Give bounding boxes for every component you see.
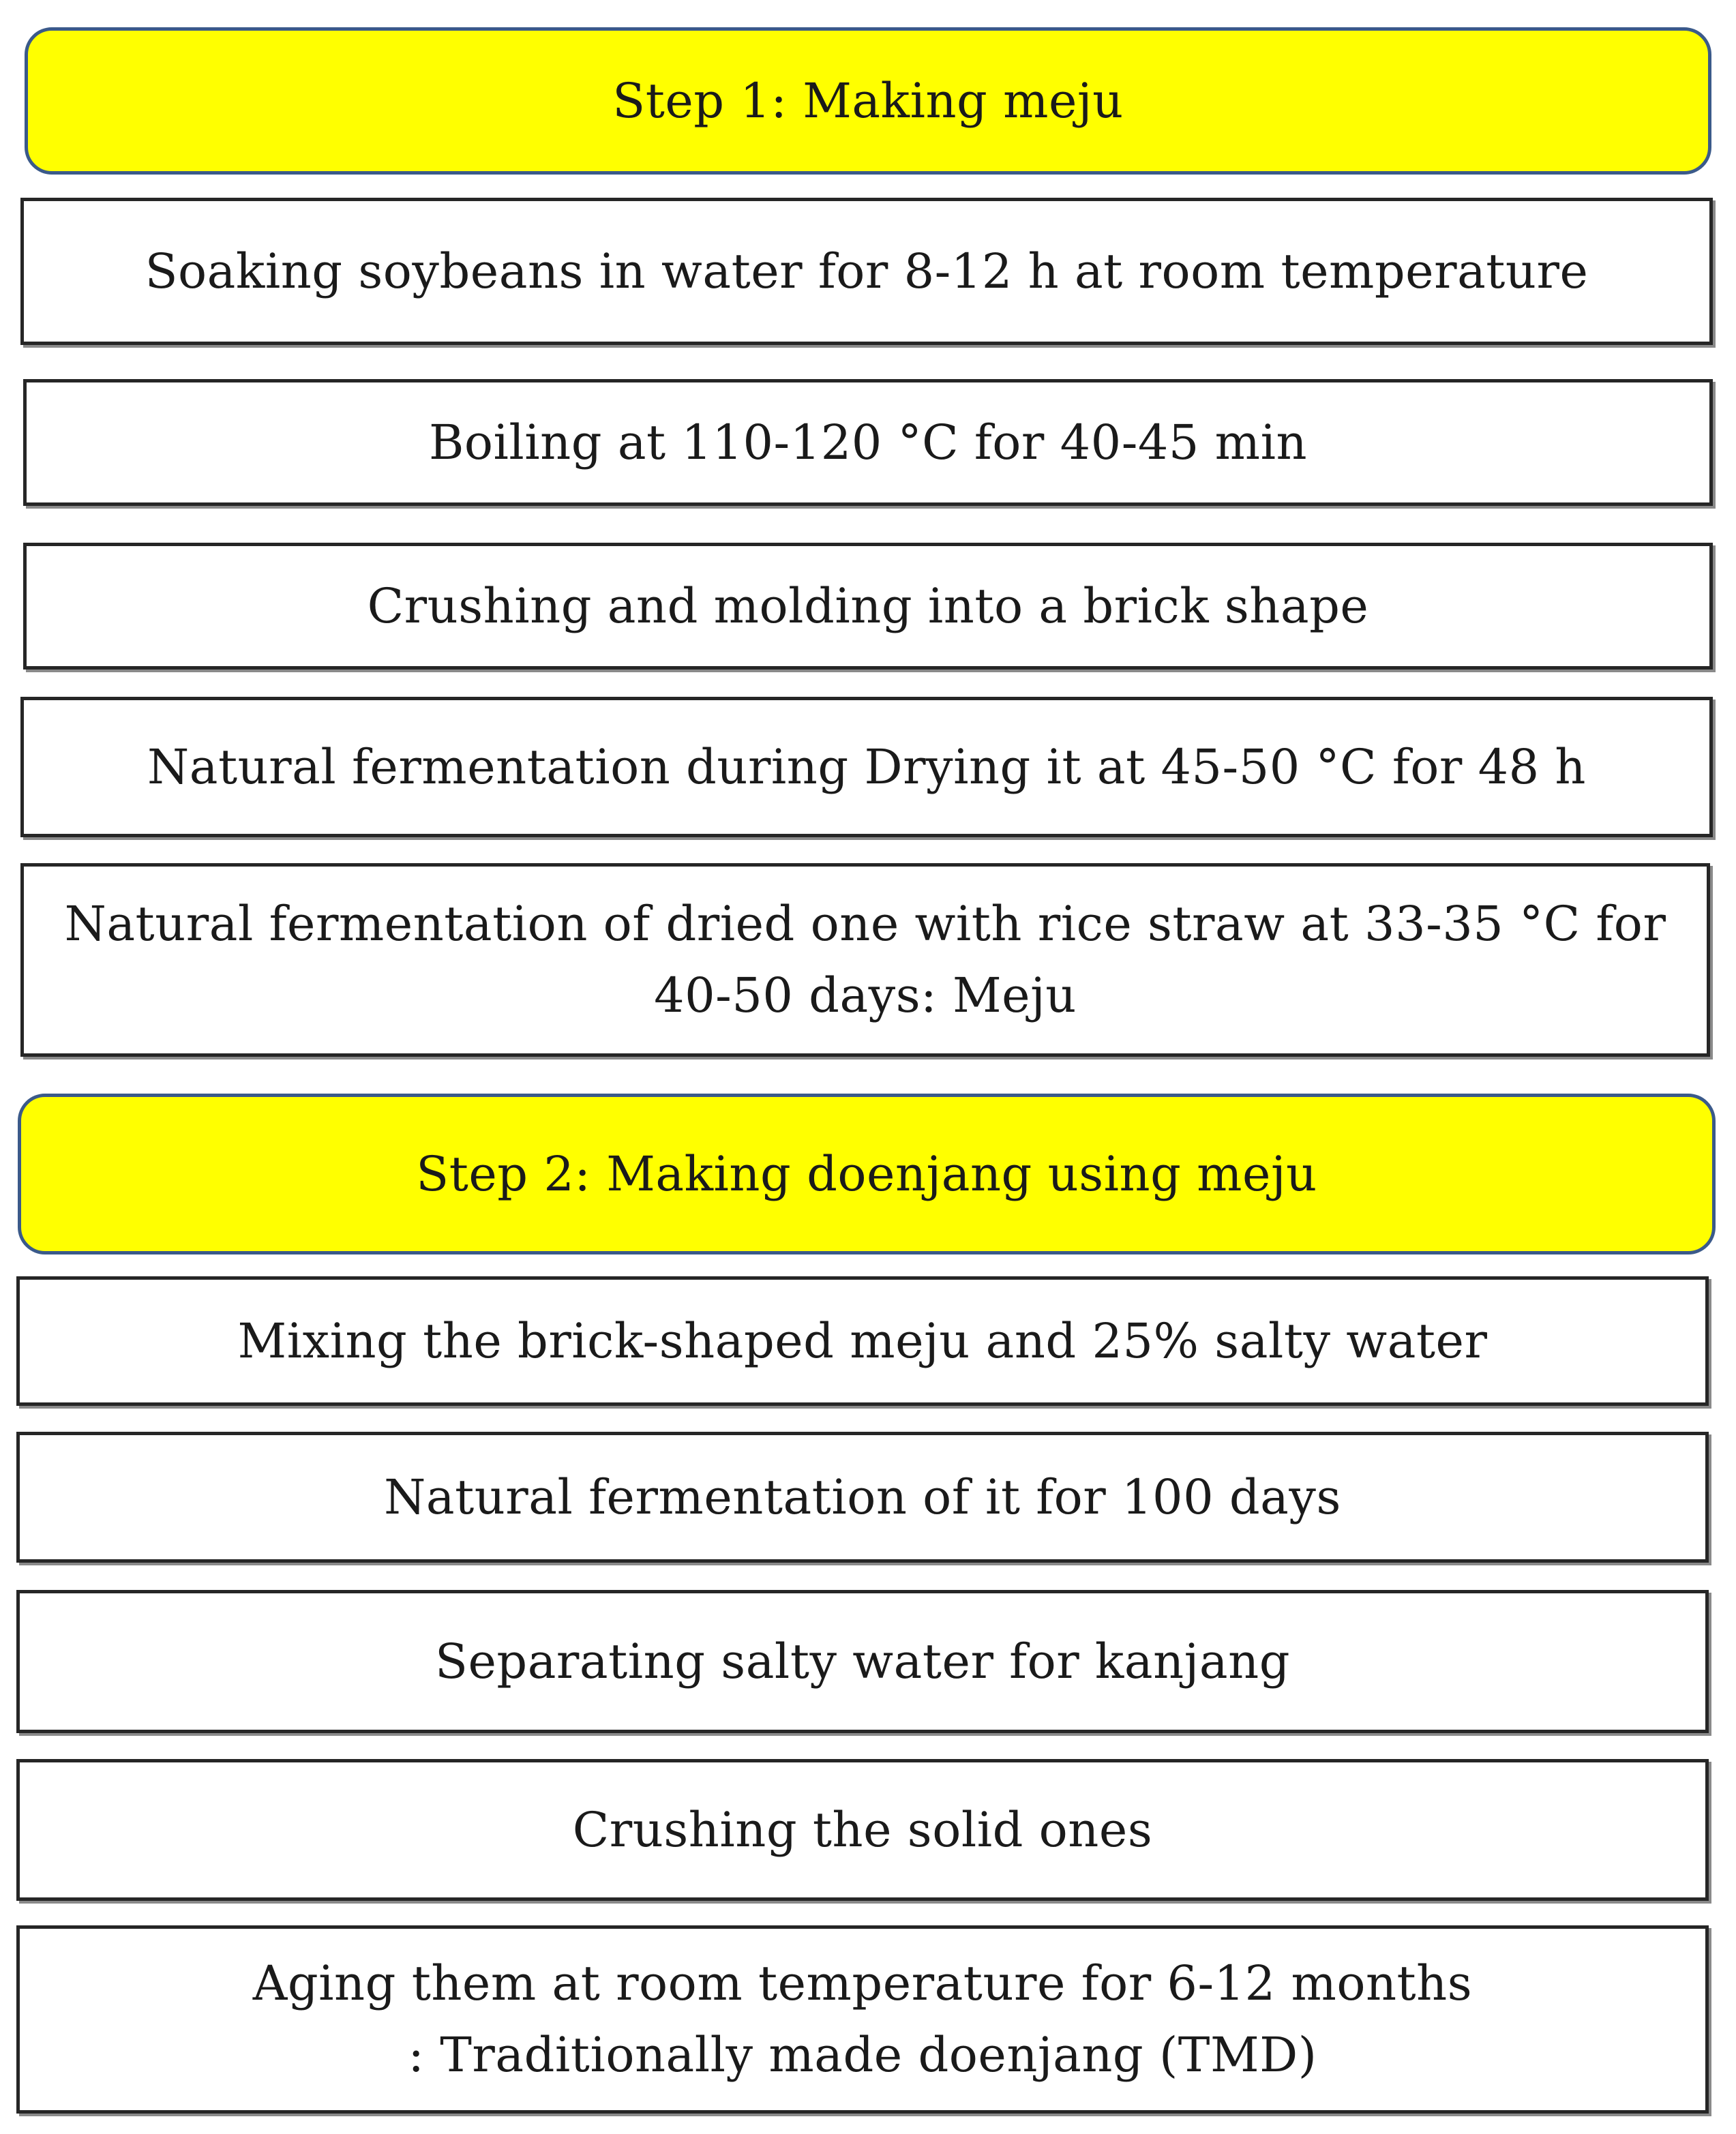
step2-header [18, 1094, 1716, 1254]
step1-box-rice-straw-fermentation [20, 863, 1710, 1057]
step2-box-aging-line2: : Traditionally made doenjang (TMD) [408, 2027, 1317, 2083]
step2-box-mixing [16, 1276, 1709, 1406]
step2-box-fermentation-text: Natural fermentation of it for 100 days [384, 1469, 1341, 1525]
step1-header [25, 27, 1711, 175]
step1-box-boiling [23, 379, 1713, 506]
step2-box-crushing-solids [16, 1759, 1709, 1901]
step2-box-aging-line1: Aging them at room temperature for 6-12 months [252, 1955, 1473, 2011]
step1-title: Step 1: Making meju [612, 72, 1124, 129]
step1-box-crushing-molding-text: Crushing and molding into a brick shape [367, 577, 1369, 634]
step1-box-rice-straw-line1: Natural fermentation of dried one with rice straw at 33-35 °C for [64, 896, 1666, 952]
step2-box-separating [16, 1590, 1709, 1733]
step2-box-separating-text: Separating salty water for kanjang [435, 1633, 1290, 1689]
step1-box-boiling-text: Boiling at 110-120 °C for 40-45 min [428, 414, 1308, 470]
step1-box-soaking [20, 198, 1713, 345]
step2-box-crushing-solids-text: Crushing the solid ones [572, 1801, 1153, 1858]
step1-box-soaking-text: Soaking soybeans in water for 8-12 h at room temperature [145, 243, 1589, 299]
step1-box-crushing-molding [23, 543, 1713, 670]
step1-box-drying [20, 697, 1713, 837]
step1-box-rice-straw-line2: 40-50 days: Meju [654, 967, 1077, 1023]
step2-box-mixing-text: Mixing the brick-shaped meju and 25% salty water [237, 1312, 1488, 1369]
step2-title: Step 2: Making doenjang using meju [416, 1145, 1317, 1202]
step2-box-fermentation [16, 1432, 1709, 1563]
step2-box-aging [16, 1925, 1709, 2114]
step1-box-drying-text: Natural fermentation during Drying it at 45-50 °C for 48 h [147, 738, 1587, 795]
